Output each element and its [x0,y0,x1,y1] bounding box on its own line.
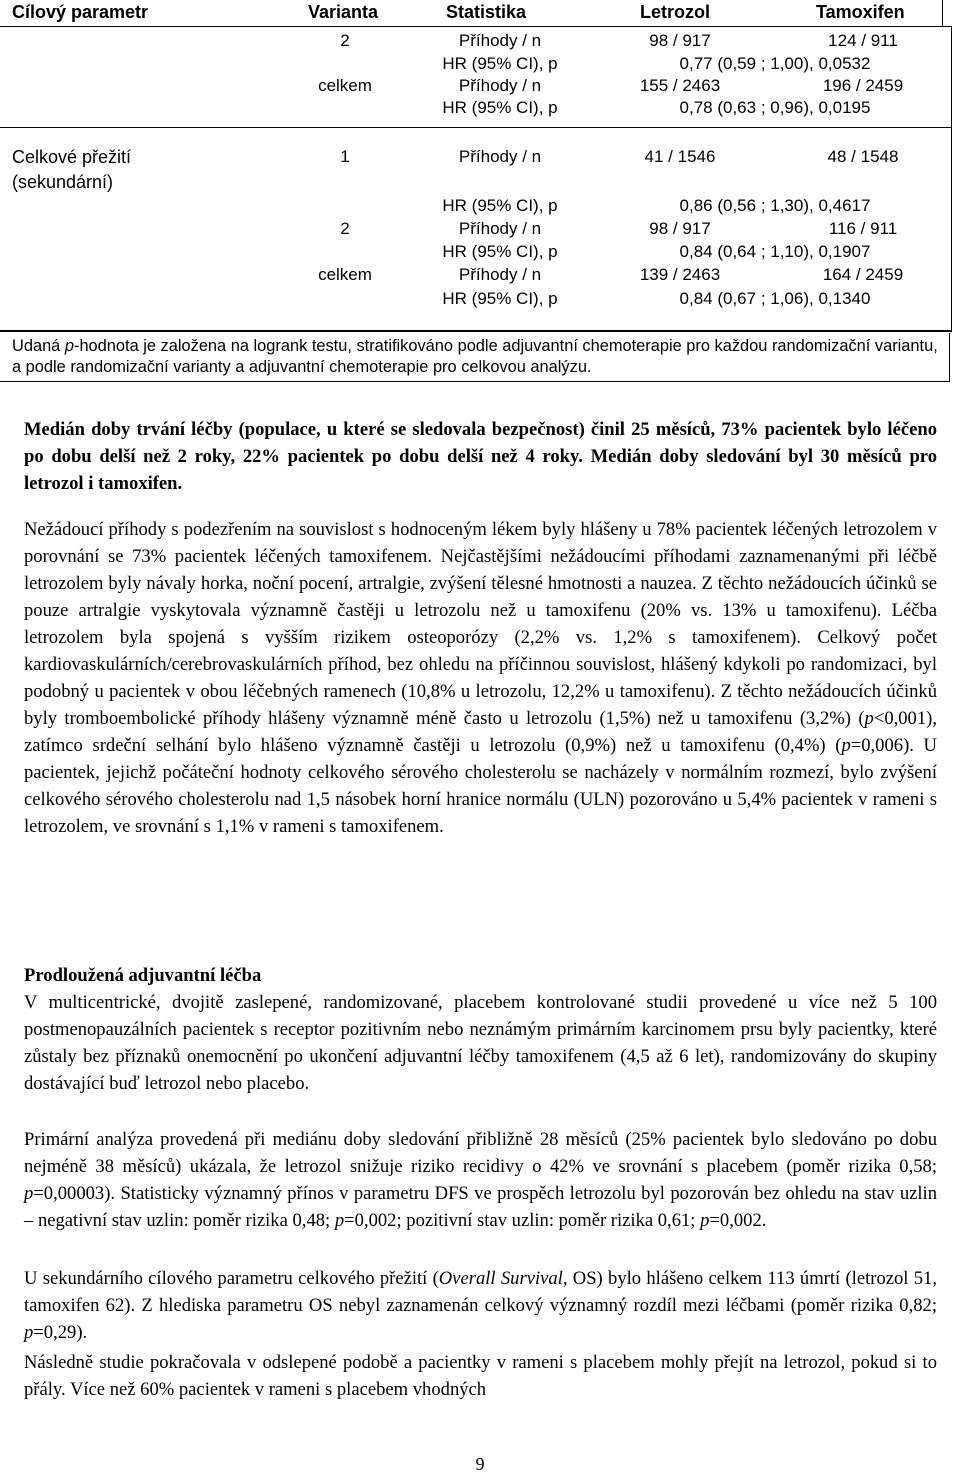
adverse-events-paragraph: Nežádoucí příhody s podezřením na souvislost s hodnoceným lékem byly hlášeny u 78% pacientek léčených letrozolem v porovnání se 73% pacientek léčených tamoxifenem. Nejčastějšími nežádoucími příhodami zaznamenanými při léčbě letrozolem byly návaly horka, noční pocení, artralgie, zvýšení tělesné hmotnosti a nauzea. Z těchto nežádoucích účinků se pouze artralgie vyskytovala významně častěji u letrozolu než u tamoxifenu (20% vs. 13% u tamoxifenu). Léčba letrozolem byla spojená s vyšším rizikem osteoporózy (2,2% vs. 1,2% s tamoxifenem). Celkový počet kardiovaskulárních/cerebrovaskulárních příhod, bez ohledu na příčinnou souvislost, hlášený kdykoli po randomizaci, byl podobný u pacientek v obou léčebných ramenech (10,8% u letrozolu, 12,2% u tamoxifenu). Z těchto nežádoucích účinků byly tromboembolické příhody hlášeny významně méně často u letrozolu (1,5%) než u tamoxifenu (3,2%) (p<0,001), zatímco srdeční selhání bylo hlášeno významně častěji u letrozolu (0,9%) než u tamoxifenu (0,4%) (p=0,006). U pacientek, jejichž počáteční hodnoty celkového sérového cholesterolu se nacházely v normálním rozmezí, bylo zvýšení celkového sérového cholesterolu nad 1,5 násobek horní hranice normálu (ULN) pozorováno u 5,4% pacientek v rameni s letrozolem, ve srovnání s 1,1% v rameni s tamoxifenem. [24,519,937,837]
dfs-v2-hr-label: HR (95% CI), p [442,54,558,73]
table-right-border [951,26,953,332]
extended-study-paragraph: V multicentrické, dvojitě zaslepené, randomizované, placebem kontrolované studii provedené u více než 5 100 postmenopauzálních pacientek s receptor pozitivním nebo neznámým primárním karcinomem prsu byly pacientky, které zůstaly bez příznaků onemocnění po ukončení adjuvantní léčby tamoxifenem (4,5 až 6 let), randomizovány do skupiny dostávající buď letrozol nebo placebo. [24,992,937,1094]
dfs-all-hr-label: HR (95% CI), p [442,98,558,117]
os-all-hr: 0,84 (0,67 ; 1,06), 0,1340 [679,289,871,308]
os-all-label: celkem [318,265,372,284]
header-stat: Statistika [446,2,527,22]
os-v1-hr: 0,86 (0,56 ; 1,30), 0,4617 [679,196,871,215]
treatment-duration-paragraph: Medián doby trvání léčby (populace, u které se sledovala bezpečnost) činil 25 měsíců, 73% pacientek bylo léčeno po dobu delší než 2 roky, 22% pacientek po dobu delší než 4 roky. Medián doby sledování byl 30 měsíců pro letrozol i tamoxifen. [24,419,937,494]
os-v2-tam: 116 / 911 [828,219,898,238]
os-v2-label: 2 [340,219,350,238]
section-title: Prodloužená adjuvantní léčba [24,965,262,986]
table-header [0,0,951,27]
dfs-v2-label: 2 [340,31,350,50]
header-param: Cílový parametr [12,2,149,22]
header-tamoxifen: Tamoxifen [816,2,905,22]
page-number: 9 [475,1454,485,1474]
dfs-v2-hr: 0,77 (0,59 ; 1,00), 0,0532 [679,54,871,73]
dfs-v2-events-label: Příhody / n [458,31,542,50]
dfs-v2-let: 98 / 917 [649,31,711,50]
os-all-let: 139 / 2463 [639,265,721,284]
dfs-all-tam: 196 / 2459 [822,76,904,95]
os-v2-hr-label: HR (95% CI), p [442,242,558,261]
os-v2-hr: 0,84 (0,64 ; 1,10), 0,1907 [679,242,871,261]
table-bottom-rule [0,330,951,332]
dfs-all-hr: 0,78 (0,63 ; 0,96), 0,0195 [679,98,871,117]
overall-survival-paragraph: U sekundárního cílového parametru celkového přežití (Overall Survival, OS) bylo hlášeno celkem 113 úmrtí (letrozol 51, tamoxifen 62). Z hlediska parametru OS nebyl zaznamenán celkový významný rozdíl mezi léčbami (poměr rizika 0,82; p=0,29). [24,1268,937,1343]
os-v1-label: 1 [340,147,350,166]
table-footnote: Udaná p-hodnota je založena na logrank testu, stratifikováno podle adjuvantní chemoterapie pro každou randomizační variantu, a podle randomizační varianty a adjuvantní chemoterapie pro celkovou analýzu. [12,337,938,376]
os-v1-events-label: Příhody / n [458,147,542,166]
os-param-line2: (sekundární) [12,172,114,192]
os-param-line1: Celkové přežití [12,147,132,167]
header-letrozol: Letrozol [640,2,710,22]
dfs-v2-tam: 124 / 911 [828,31,898,50]
row-divider [0,127,951,128]
unblinding-paragraph: Následně studie pokračovala v odslepené podobě a pacientky v rameni s placebem mohly přejít na letrozol, pokud si to přály. Více než 60% pacientek v rameni s placebem vhodných [24,1352,937,1400]
os-v1-let: 41 / 1546 [644,147,716,166]
header-variant: Varianta [308,2,379,22]
os-all-events-label: Příhody / n [458,265,542,284]
dfs-all-let: 155 / 2463 [639,76,721,95]
header-border [942,0,944,26]
os-v2-events-label: Příhody / n [458,219,542,238]
os-all-tam: 164 / 2459 [822,265,904,284]
os-v1-hr-label: HR (95% CI), p [442,196,558,215]
dfs-all-events-label: Příhody / n [458,76,542,95]
primary-analysis-paragraph: Primární analýza provedená při mediánu doby sledování přibližně 28 měsíců (25% pacientek bylo sledováno po dobu nejméně 38 měsíců) ukázala, že letrozol snižuje riziko recidivy o 42% ve srovnání s placebem (poměr rizika 0,58; p=0,00003). Statisticky významný přínos v parametru DFS ve prospěch letrozolu byl pozorován bez ohledu na stav uzlin – negativní stav uzlin: poměr rizika 0,48; p=0,002; pozitivní stav uzlin: poměr rizika 0,61; p=0,002. [24,1129,937,1231]
os-v2-let: 98 / 917 [649,219,711,238]
os-all-hr-label: HR (95% CI), p [442,289,558,308]
os-v1-tam: 48 / 1548 [827,147,899,166]
dfs-all-label: celkem [318,76,372,95]
